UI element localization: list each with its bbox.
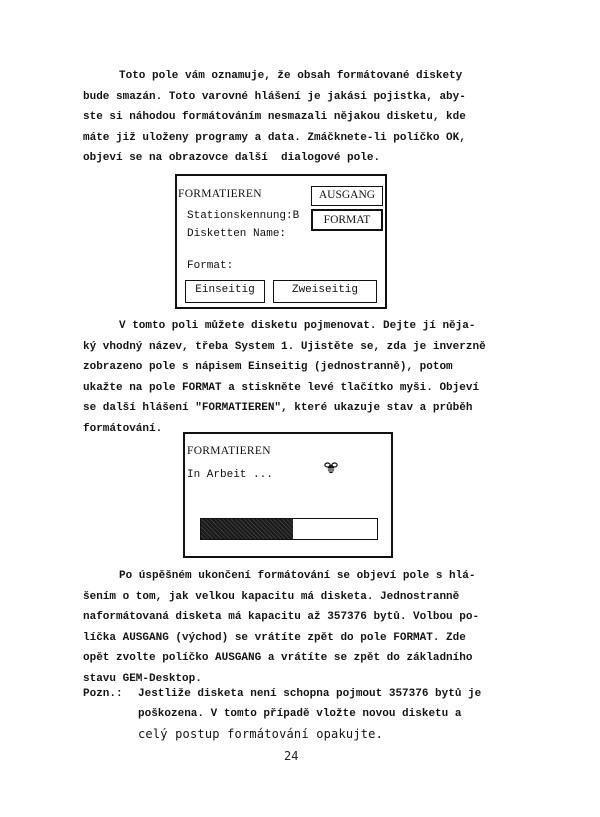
note-label: Pozn.: — [83, 688, 123, 700]
paragraph-3-line: stavu GEM-Desktop. — [83, 672, 202, 685]
progress-status: In Arbeit ... — [187, 469, 273, 481]
einseitig-button[interactable]: Einseitig — [185, 280, 265, 303]
progress-dialog-title: FORMATIEREN — [187, 445, 271, 457]
paragraph-1-line: objeví se na obrazovce další dialogové pole. — [83, 152, 381, 164]
progress-bar-fill — [201, 519, 293, 539]
paragraph-3-line: Po úspěšném ukončení formátování se objeví pole s hlá- — [119, 570, 476, 582]
disk-name-label[interactable]: Disketten Name: — [187, 228, 287, 240]
note-line: celý postup formátování opakujte. — [138, 727, 384, 741]
paragraph-1-line: máte již uloženy programy a data. Zmáčknete-li políčko OK, — [83, 131, 466, 144]
ausgang-button[interactable]: AUSGANG — [311, 186, 383, 206]
paragraph-2 — [83, 316, 523, 439]
paragraph-2-line: ukažte na pole FORMAT a stiskněte levé tlačítko myši. Objeví — [83, 381, 480, 394]
paragraph-3 — [83, 566, 523, 689]
format-button[interactable]: FORMAT — [311, 209, 383, 231]
paragraph-2-line: se další hlášení "FORMATIEREN", které ukazuje stav a průběh — [83, 402, 473, 414]
format-dialog-title: FORMATIEREN — [178, 188, 262, 200]
paragraph-2-line: ký vhodný název, třeba System 1. Ujistěte se, zda je inverzně — [83, 340, 486, 353]
paragraph-3-line: šením o tom, jak velkou kapacitu má disketa. Jednostranně — [83, 590, 460, 603]
station-id-label: Stationskennung:B — [187, 210, 300, 222]
paragraph-2-line: zobrazeno pole s nápisem Einseitig (jednostranně), potom — [83, 361, 453, 373]
paragraph-1-line: ste si náhodou formátováním nesmazali nějakou disketu, kde — [83, 111, 466, 123]
progress-bar — [200, 518, 378, 540]
paragraph-1-line: bude smazán. Toto varovné hlášení je jakási pojistka, aby- — [83, 90, 466, 103]
paragraph-1-line: Toto pole vám oznamuje, že obsah formátované diskety — [119, 70, 463, 82]
paragraph-2-line: formátování. — [83, 422, 163, 435]
page-number: 24 — [284, 749, 299, 763]
progress-dialog — [183, 432, 393, 558]
paragraph-3-line: opět zvolte políčko AUSGANG a vrátíte se zpět do základního — [83, 652, 473, 664]
note-body — [138, 684, 528, 744]
zweiseitig-button[interactable]: Zweiseitig — [273, 280, 377, 303]
busy-bee-icon — [323, 460, 339, 476]
note-line: poškozena. V tomto případě vložte novou disketu a — [138, 708, 462, 720]
format-label: Format: — [187, 260, 234, 272]
paragraph-3-line: líčka AUSGANG (východ) se vrátíte zpět do pole FORMAT. Zde — [83, 631, 466, 644]
paragraph-2-line: V tomto poli můžete disketu pojmenovat. Dejte jí něja- — [119, 320, 476, 332]
format-dialog — [175, 174, 387, 309]
note-line: Jestliže disketa není schopna pojmout 357376 bytů je — [138, 688, 482, 700]
paragraph-3-line: naformátovaná disketa má kapacitu až 357376 bytů. Volbou po- — [83, 611, 480, 623]
paragraph-1 — [83, 66, 523, 169]
